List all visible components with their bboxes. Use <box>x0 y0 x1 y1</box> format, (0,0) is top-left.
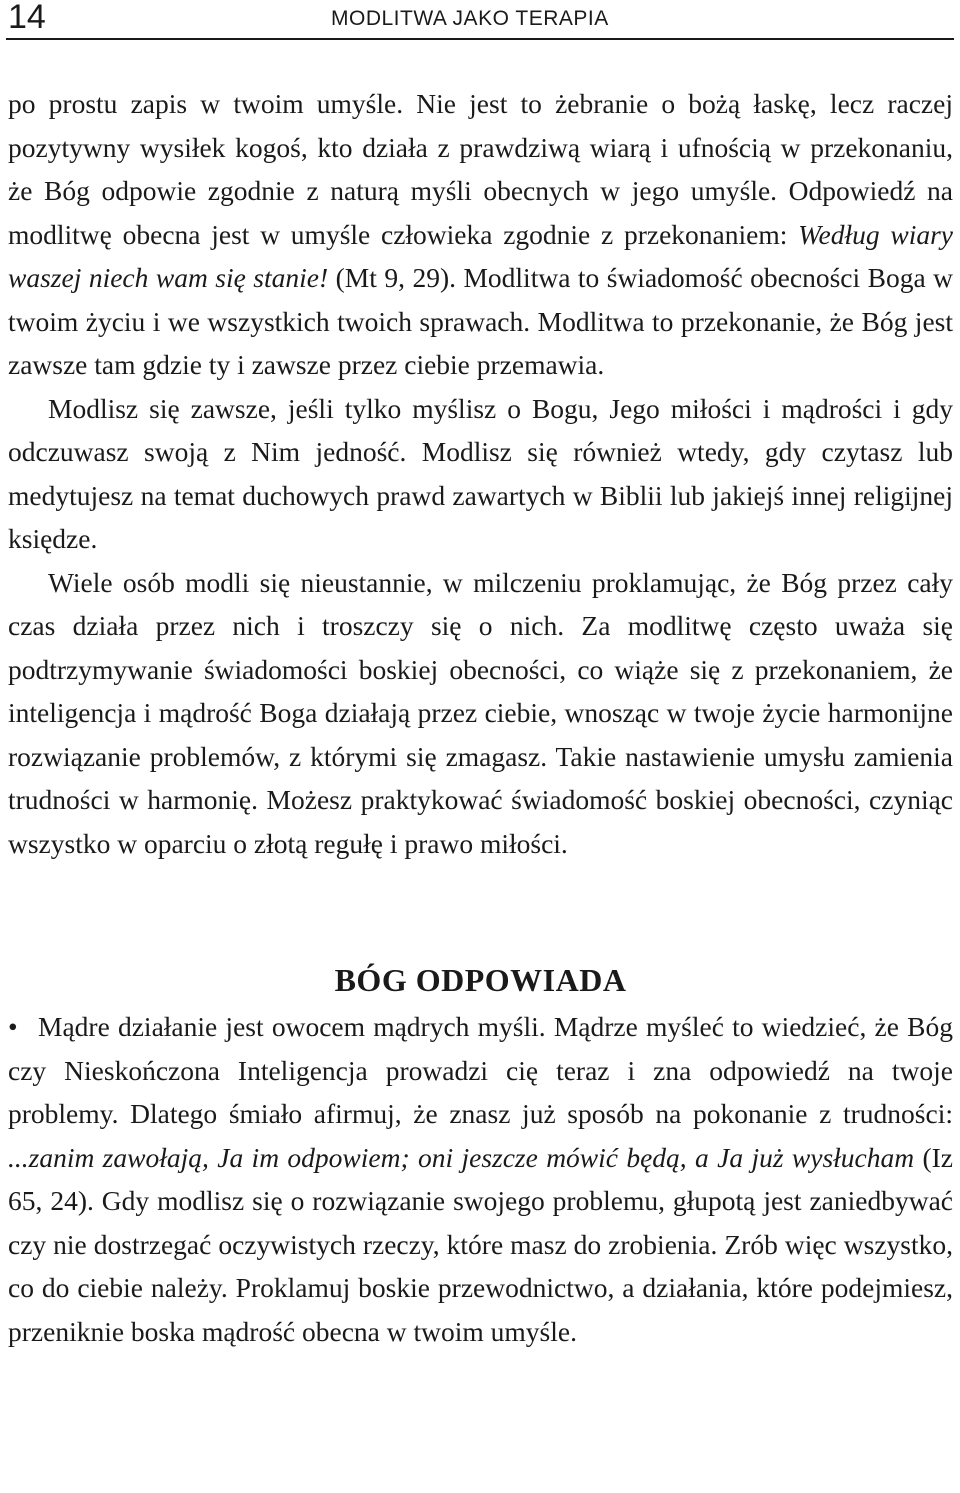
page-number: 14 <box>8 0 46 36</box>
section-paragraph-1-quote: ...zanim zawołają, Ja im odpowiem; oni jeszcze mówić będą, a Ja już wysłucham <box>8 1141 915 1173</box>
running-title: MODLITWA JAKO TERAPIA <box>331 7 609 30</box>
paragraph-1 <box>8 82 953 387</box>
section-paragraph-1-text-b: (Iz 65, 24). Gdy modlisz się o rozwiązanie swojego problemu, głupotą jest zaniedbywać czy nie dostrzegać oczywistych rzeczy, które masz do zrobienia. Zrób więc wszystko, co do ciebie należy. Proklamuj boskie przewodnictwo, a działania, które podejmiesz, przeniknie boska mądrość obecna w twoim umyśle. <box>8 1141 953 1347</box>
paragraph-3: Wiele osób modli się nieustannie, w milczeniu proklamując, że Bóg przez cały czas działa przez nich i troszczy się o nich. Za modlitwę często uważa się podtrzymywanie świadomości boskiej obecności, co wiąże się z przekonaniem, że inteligencja i mądrość Boga działają przez ciebie, wnosząc w twoje życie harmonijne rozwiązanie problemów, z którymi się zmagasz. Takie nastawienie umysłu zamienia trudności w harmonię. Możesz praktykować świadomość boskiej obecności, czyniąc wszystko w oparciu o złotą regułę i prawo miłości. <box>8 566 953 859</box>
section-paragraph-1-text-a: Mądre działanie jest owocem mądrych myśli. Mądrze myśleć to wiedzieć, że Bóg czy Nieskończona Inteligencja prowadzi cię teraz i zna odpowiedź na twoje problemy. Dlatego śmiało afirmuj, że znasz już sposób na pokonanie z trudności: <box>8 1011 953 1129</box>
section-paragraph-1 <box>8 1005 953 1353</box>
paragraph-1-quote: Według wiary waszej niech wam się stanie! <box>8 218 953 293</box>
paragraph-2: Modlisz się zawsze, jeśli tylko myślisz o Bogu, Jego miłości i mądrości i gdy odczuwasz swoją z Nim jedność. Modlisz się również wtedy, gdy czytasz lub medytujesz na temat duchowych prawd zawartych w Biblii lub jakiejś innej religijnej księdze. <box>8 392 953 554</box>
page-header <box>6 0 954 40</box>
section-heading: BÓG ODPOWIADA <box>334 962 627 998</box>
page-body <box>8 82 953 1353</box>
paragraph-1-text-b: (Mt 9, 29). Modlitwa to świadomość obecności Boga w twoim życiu i we wszystkich twoich sprawach. Modlitwa to przekonanie, że Bóg jest zawsze tam gdzie ty i zawsze przez ciebie przemawia. <box>8 262 953 380</box>
paragraph-1-text-a: po prostu zapis w twoim umyśle. Nie jest to żebranie o bożą łaskę, lecz raczej pozytywny wysiłek kogoś, kto działa z prawdziwą wiarą i ufnością w przekonaniu, że Bóg odpowie zgodnie z naturą myśli obecnych w jego umyśle. Odpowiedź na modlitwę obecna jest w umyśle człowieka zgodnie z przekonaniem: <box>8 88 953 250</box>
bullet-icon: • <box>8 1011 18 1042</box>
